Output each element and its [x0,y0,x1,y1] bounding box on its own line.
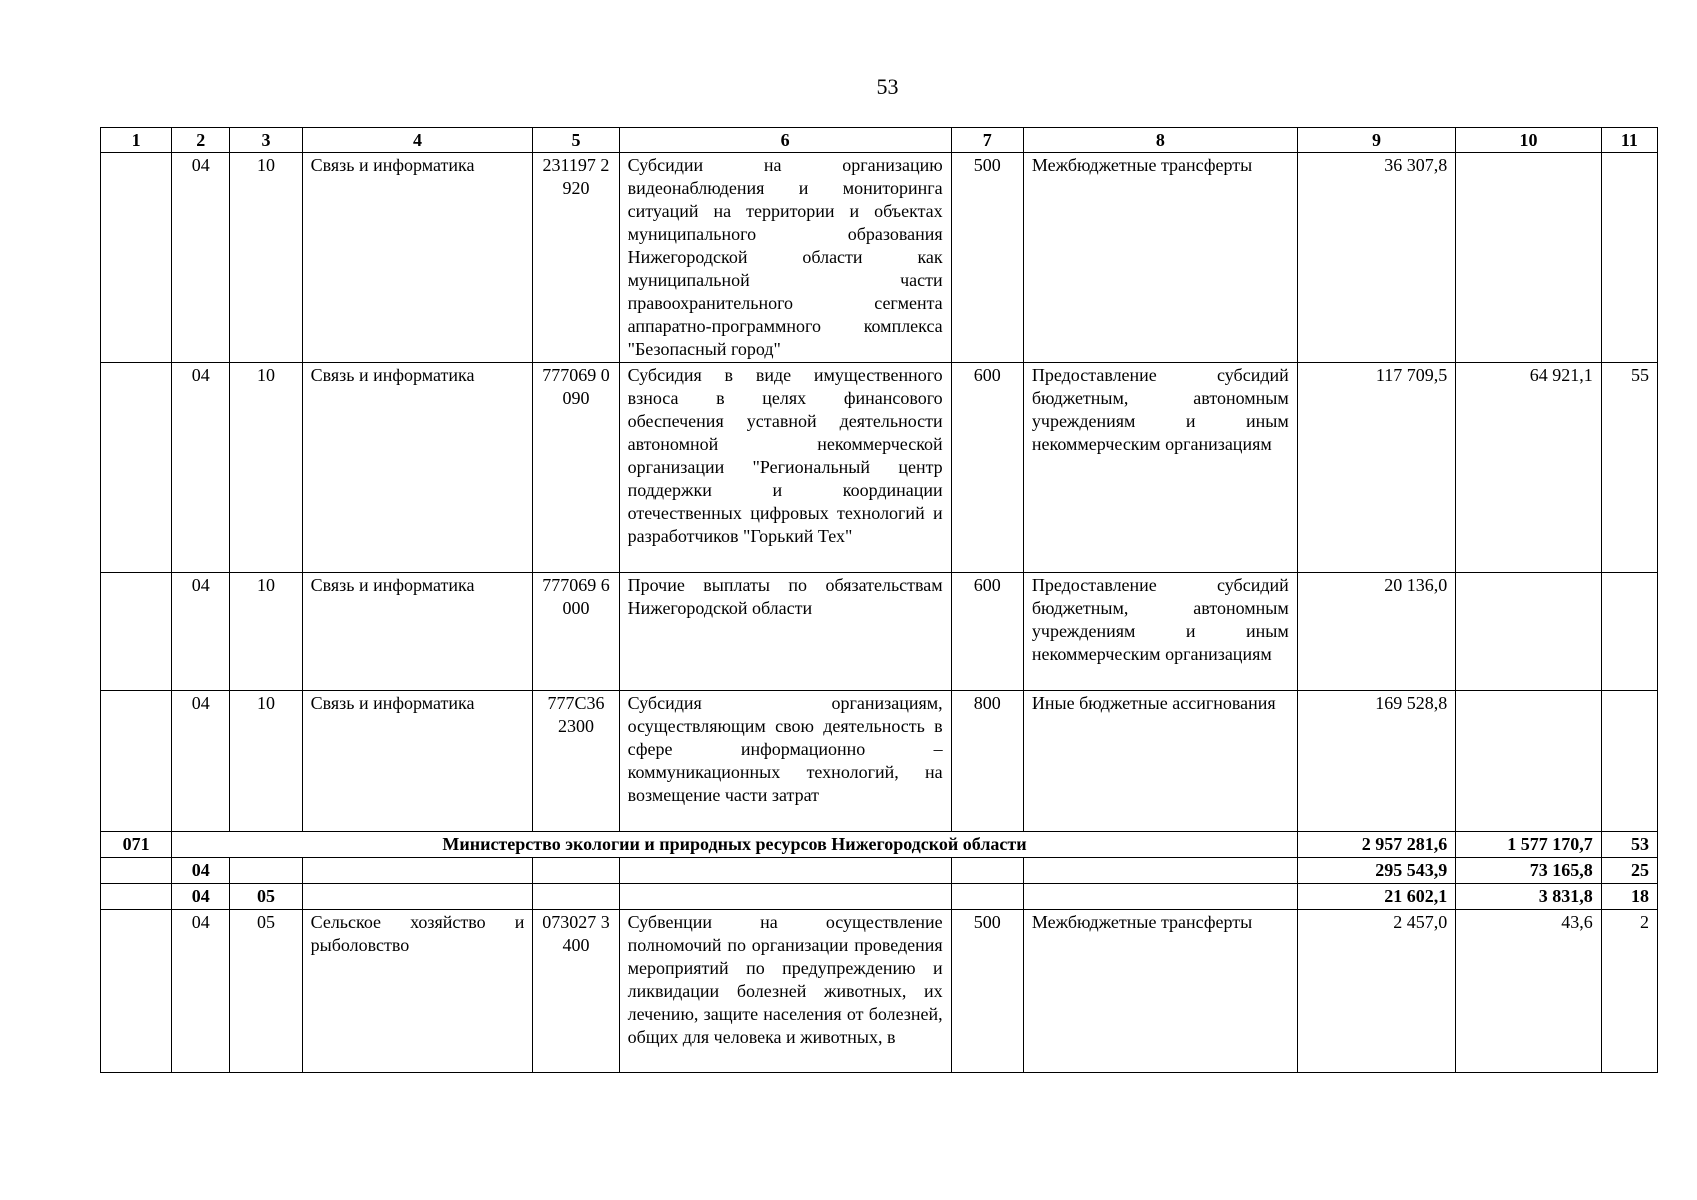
column-header: 6 [619,128,951,153]
budget-table [100,127,1658,1073]
cell-col-1 [101,858,172,884]
table-row [101,691,1658,832]
cell-expense-name: Иные бюджетные ассигнования [1023,691,1297,832]
cell-subsection [230,858,302,884]
cell-subsection: 05 [230,910,302,1073]
ministry-row [101,832,1658,858]
cell-description: Прочие выплаты по обязательствам Нижегородской области [619,573,951,691]
cell-col-11: 53 [1601,832,1657,858]
cell-section-name: Связь и информатика [302,153,533,363]
cell-col-11: 55 [1601,363,1657,573]
cell-section: 04 [172,910,230,1073]
cell-description: Субсидии на организацию видеонаблюдения и мониторинга ситуаций на территории и объектах муниципального образования Нижегородской области как муниципальной части правоохранительного сегмента аппаратно-программного комплекса "Безопасный город" [619,153,951,363]
cell-section-name: Сельское хозяйство и рыболовство [302,910,533,1073]
cell-col-10: 1 577 170,7 [1456,832,1601,858]
table-row [101,153,1658,363]
ministry-code: 071 [101,832,172,858]
cell-col-11 [1601,153,1657,363]
cell-target-code: 231197 2920 [533,153,619,363]
cell-col-11: 18 [1601,884,1657,910]
cell-description: Субсидия в виде имущественного взноса в целях финансового обеспечения уставной деятельности автономной некоммерческой организации "Региональный центр поддержки и координации отечественных цифровых технологий и разработчиков "Горький Тех" [619,363,951,573]
cell-description: Субвенции на осуществление полномочий по организации проведения мероприятий по предупреждению и ликвидации болезней животных, их лечению, защите населения от болезней, общих для человека и животных, в [619,910,951,1073]
cell-col-1 [101,691,172,832]
cell-col-9: 295 543,9 [1297,858,1456,884]
cell-subsection: 10 [230,573,302,691]
cell-empty [302,858,533,884]
column-header: 10 [1456,128,1601,153]
cell-col-1 [101,363,172,573]
cell-col-1 [101,573,172,691]
cell-target-code: 777069 0090 [533,363,619,573]
cell-empty [302,884,533,910]
cell-col-9: 36 307,8 [1297,153,1456,363]
cell-section-name: Связь и информатика [302,573,533,691]
cell-expense-name: Предоставление субсидий бюджетным, автономным учреждениям и иным некоммерческим организациям [1023,363,1297,573]
cell-section: 04 [172,691,230,832]
column-header: 5 [533,128,619,153]
cell-col-9: 2 957 281,6 [1297,832,1456,858]
cell-subsection: 10 [230,691,302,832]
cell-col-10: 3 831,8 [1456,884,1601,910]
column-header: 11 [1601,128,1657,153]
cell-col-10 [1456,691,1601,832]
column-header: 9 [1297,128,1456,153]
cell-expense-type: 500 [951,153,1023,363]
cell-section-name: Связь и информатика [302,691,533,832]
table-row [101,573,1658,691]
cell-col-9: 20 136,0 [1297,573,1456,691]
cell-target-code: 073027 3400 [533,910,619,1073]
cell-col-9: 2 457,0 [1297,910,1456,1073]
table-row [101,363,1658,573]
cell-col-9: 169 528,8 [1297,691,1456,832]
cell-expense-name: Предоставление субсидий бюджетным, автономным учреждениям и иным некоммерческим организациям [1023,573,1297,691]
cell-section: 04 [172,884,230,910]
ministry-title: Министерство экологии и природных ресурсов Нижегородской области [172,832,1298,858]
cell-section: 04 [172,573,230,691]
page-number: 53 [876,74,899,99]
column-header: 4 [302,128,533,153]
cell-empty [619,884,951,910]
cell-expense-name: Межбюджетные трансферты [1023,910,1297,1073]
cell-target-code: 777069 6000 [533,573,619,691]
cell-subsection: 10 [230,363,302,573]
cell-expense-type: 500 [951,910,1023,1073]
cell-empty [1023,858,1297,884]
subtotal-row [101,858,1658,884]
column-header: 1 [101,128,172,153]
cell-col-11: 25 [1601,858,1657,884]
cell-section: 04 [172,153,230,363]
cell-empty [619,858,951,884]
cell-expense-type: 800 [951,691,1023,832]
subtotal-row [101,884,1658,910]
column-header: 7 [951,128,1023,153]
cell-section-name: Связь и информатика [302,363,533,573]
cell-empty [533,884,619,910]
cell-col-10 [1456,573,1601,691]
cell-col-10: 73 165,8 [1456,858,1601,884]
cell-col-10 [1456,153,1601,363]
cell-empty [951,884,1023,910]
cell-col-1 [101,153,172,363]
cell-section: 04 [172,858,230,884]
cell-expense-type: 600 [951,573,1023,691]
cell-description: Субсидия организациям, осуществляющим свою деятельность в сфере информационно – коммуникационных технологий, на возмещение части затрат [619,691,951,832]
cell-subsection: 05 [230,884,302,910]
cell-col-10: 64 921,1 [1456,363,1601,573]
cell-col-11 [1601,573,1657,691]
column-header: 8 [1023,128,1297,153]
cell-empty [951,858,1023,884]
column-header: 2 [172,128,230,153]
cell-col-11: 2 [1601,910,1657,1073]
cell-col-1 [101,910,172,1073]
column-header-row [101,128,1658,153]
cell-col-11 [1601,691,1657,832]
table-row [101,910,1658,1073]
cell-col-9: 21 602,1 [1297,884,1456,910]
cell-section: 04 [172,363,230,573]
column-header: 3 [230,128,302,153]
cell-target-code: 777С36 2300 [533,691,619,832]
cell-empty [533,858,619,884]
cell-expense-name: Межбюджетные трансферты [1023,153,1297,363]
cell-col-1 [101,884,172,910]
cell-col-10: 43,6 [1456,910,1601,1073]
cell-subsection: 10 [230,153,302,363]
cell-expense-type: 600 [951,363,1023,573]
cell-empty [1023,884,1297,910]
cell-col-9: 117 709,5 [1297,363,1456,573]
